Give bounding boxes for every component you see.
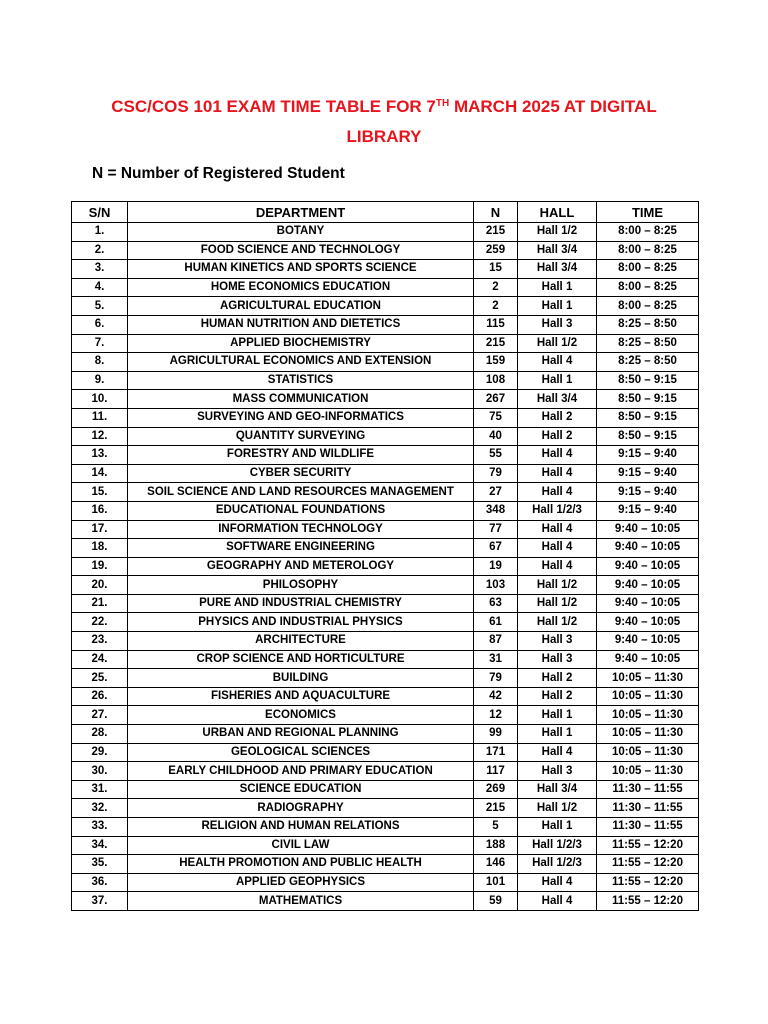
cell-hall: Hall 4 <box>518 353 597 372</box>
cell-sn: 14. <box>72 464 128 483</box>
cell-hall: Hall 3/4 <box>518 260 597 279</box>
cell-n: 215 <box>474 223 518 242</box>
cell-n: 117 <box>474 762 518 781</box>
cell-department: ARCHITECTURE <box>128 632 474 651</box>
cell-sn: 11. <box>72 408 128 427</box>
cell-time: 8:25 – 8:50 <box>597 334 699 353</box>
cell-time: 8:00 – 8:25 <box>597 241 699 260</box>
cell-sn: 25. <box>72 669 128 688</box>
table-row <box>72 669 699 688</box>
cell-time: 9:40 – 10:05 <box>597 520 699 539</box>
cell-sn: 29. <box>72 743 128 762</box>
cell-time: 9:40 – 10:05 <box>597 613 699 632</box>
cell-hall: Hall 1 <box>518 278 597 297</box>
header-time: TIME <box>597 202 699 223</box>
cell-time: 8:25 – 8:50 <box>597 315 699 334</box>
cell-hall: Hall 3/4 <box>518 780 597 799</box>
cell-department: SURVEYING AND GEO-INFORMATICS <box>128 408 474 427</box>
cell-time: 11:30 – 11:55 <box>597 818 699 837</box>
cell-sn: 2. <box>72 241 128 260</box>
cell-department: HUMAN NUTRITION AND DIETETICS <box>128 315 474 334</box>
cell-department: GEOLOGICAL SCIENCES <box>128 743 474 762</box>
cell-hall: Hall 1/2/3 <box>518 501 597 520</box>
cell-time: 11:30 – 11:55 <box>597 799 699 818</box>
cell-sn: 17. <box>72 520 128 539</box>
cell-sn: 26. <box>72 687 128 706</box>
cell-department: HUMAN KINETICS AND SPORTS SCIENCE <box>128 260 474 279</box>
cell-sn: 18. <box>72 539 128 558</box>
cell-time: 8:50 – 9:15 <box>597 408 699 427</box>
cell-sn: 28. <box>72 725 128 744</box>
cell-time: 10:05 – 11:30 <box>597 669 699 688</box>
cell-sn: 19. <box>72 557 128 576</box>
table-row <box>72 892 699 911</box>
table-row <box>72 223 699 242</box>
table-row <box>72 539 699 558</box>
cell-hall: Hall 1/2 <box>518 799 597 818</box>
header-n: N <box>474 202 518 223</box>
cell-department: AGRICULTURAL EDUCATION <box>128 297 474 316</box>
table-row <box>72 725 699 744</box>
cell-sn: 4. <box>72 278 128 297</box>
cell-department: AGRICULTURAL ECONOMICS AND EXTENSION <box>128 353 474 372</box>
cell-sn: 16. <box>72 501 128 520</box>
cell-department: PHILOSOPHY <box>128 576 474 595</box>
cell-department: PURE AND INDUSTRIAL CHEMISTRY <box>128 594 474 613</box>
cell-sn: 35. <box>72 855 128 874</box>
cell-time: 9:40 – 10:05 <box>597 539 699 558</box>
table-row <box>72 632 699 651</box>
cell-n: 75 <box>474 408 518 427</box>
cell-hall: Hall 3 <box>518 315 597 334</box>
cell-time: 10:05 – 11:30 <box>597 725 699 744</box>
cell-time: 9:40 – 10:05 <box>597 650 699 669</box>
cell-sn: 32. <box>72 799 128 818</box>
cell-department: GEOGRAPHY AND METEROLOGY <box>128 557 474 576</box>
cell-sn: 34. <box>72 836 128 855</box>
cell-hall: Hall 1/2/3 <box>518 855 597 874</box>
cell-hall: Hall 2 <box>518 669 597 688</box>
cell-n: 215 <box>474 334 518 353</box>
cell-sn: 20. <box>72 576 128 595</box>
cell-n: 40 <box>474 427 518 446</box>
table-row <box>72 315 699 334</box>
cell-hall: Hall 3 <box>518 650 597 669</box>
cell-n: 267 <box>474 390 518 409</box>
cell-hall: Hall 1 <box>518 297 597 316</box>
cell-n: 103 <box>474 576 518 595</box>
cell-department: FORESTRY AND WILDLIFE <box>128 446 474 465</box>
cell-n: 215 <box>474 799 518 818</box>
cell-department: MASS COMMUNICATION <box>128 390 474 409</box>
cell-hall: Hall 4 <box>518 557 597 576</box>
cell-n: 2 <box>474 278 518 297</box>
cell-department: HEALTH PROMOTION AND PUBLIC HEALTH <box>128 855 474 874</box>
table-row <box>72 371 699 390</box>
cell-n: 15 <box>474 260 518 279</box>
cell-time: 10:05 – 11:30 <box>597 706 699 725</box>
cell-department: CROP SCIENCE AND HORTICULTURE <box>128 650 474 669</box>
cell-hall: Hall 4 <box>518 743 597 762</box>
cell-department: ECONOMICS <box>128 706 474 725</box>
cell-n: 5 <box>474 818 518 837</box>
cell-hall: Hall 4 <box>518 483 597 502</box>
header-hall: HALL <box>518 202 597 223</box>
cell-time: 8:50 – 9:15 <box>597 390 699 409</box>
table-row <box>72 520 699 539</box>
cell-time: 9:40 – 10:05 <box>597 632 699 651</box>
cell-department: CYBER SECURITY <box>128 464 474 483</box>
cell-hall: Hall 1 <box>518 725 597 744</box>
cell-n: 77 <box>474 520 518 539</box>
cell-hall: Hall 1 <box>518 706 597 725</box>
cell-time: 11:55 – 12:20 <box>597 836 699 855</box>
table-row <box>72 706 699 725</box>
cell-department: MATHEMATICS <box>128 892 474 911</box>
cell-sn: 3. <box>72 260 128 279</box>
cell-department: FOOD SCIENCE AND TECHNOLOGY <box>128 241 474 260</box>
cell-time: 11:30 – 11:55 <box>597 780 699 799</box>
cell-n: 12 <box>474 706 518 725</box>
table-row <box>72 762 699 781</box>
cell-department: QUANTITY SURVEYING <box>128 427 474 446</box>
cell-time: 11:55 – 12:20 <box>597 873 699 892</box>
cell-time: 9:15 – 9:40 <box>597 446 699 465</box>
cell-n: 42 <box>474 687 518 706</box>
cell-sn: 13. <box>72 446 128 465</box>
cell-n: 259 <box>474 241 518 260</box>
cell-hall: Hall 4 <box>518 873 597 892</box>
cell-n: 159 <box>474 353 518 372</box>
cell-n: 79 <box>474 464 518 483</box>
cell-sn: 9. <box>72 371 128 390</box>
cell-department: BOTANY <box>128 223 474 242</box>
table-row <box>72 427 699 446</box>
table-row <box>72 613 699 632</box>
table-row <box>72 353 699 372</box>
cell-hall: Hall 4 <box>518 539 597 558</box>
cell-n: 31 <box>474 650 518 669</box>
cell-hall: Hall 1/2 <box>518 576 597 595</box>
cell-department: RADIOGRAPHY <box>128 799 474 818</box>
cell-n: 2 <box>474 297 518 316</box>
table-row <box>72 408 699 427</box>
cell-n: 99 <box>474 725 518 744</box>
cell-n: 67 <box>474 539 518 558</box>
cell-hall: Hall 2 <box>518 408 597 427</box>
cell-department: INFORMATION TECHNOLOGY <box>128 520 474 539</box>
cell-sn: 24. <box>72 650 128 669</box>
cell-n: 79 <box>474 669 518 688</box>
title-text-part1: CSC/COS 101 EXAM TIME TABLE FOR 7 <box>111 97 436 116</box>
table-row <box>72 446 699 465</box>
cell-department: URBAN AND REGIONAL PLANNING <box>128 725 474 744</box>
cell-sn: 8. <box>72 353 128 372</box>
cell-sn: 15. <box>72 483 128 502</box>
cell-time: 10:05 – 11:30 <box>597 687 699 706</box>
table-row <box>72 836 699 855</box>
cell-hall: Hall 3 <box>518 632 597 651</box>
cell-time: 8:25 – 8:50 <box>597 353 699 372</box>
cell-sn: 12. <box>72 427 128 446</box>
cell-sn: 36. <box>72 873 128 892</box>
cell-time: 8:50 – 9:15 <box>597 371 699 390</box>
exam-timetable <box>71 201 699 911</box>
cell-sn: 22. <box>72 613 128 632</box>
cell-n: 101 <box>474 873 518 892</box>
cell-time: 9:40 – 10:05 <box>597 557 699 576</box>
cell-n: 59 <box>474 892 518 911</box>
table-row <box>72 334 699 353</box>
cell-time: 8:00 – 8:25 <box>597 260 699 279</box>
cell-department: APPLIED GEOPHYSICS <box>128 873 474 892</box>
cell-department: STATISTICS <box>128 371 474 390</box>
cell-n: 19 <box>474 557 518 576</box>
table-row <box>72 278 699 297</box>
cell-department: SOIL SCIENCE AND LAND RESOURCES MANAGEMENT <box>128 483 474 502</box>
cell-time: 8:00 – 8:25 <box>597 278 699 297</box>
cell-n: 61 <box>474 613 518 632</box>
table-header-row <box>72 202 699 223</box>
table-row <box>72 576 699 595</box>
cell-sn: 23. <box>72 632 128 651</box>
cell-n: 115 <box>474 315 518 334</box>
cell-time: 8:50 – 9:15 <box>597 427 699 446</box>
table-row <box>72 650 699 669</box>
cell-time: 8:00 – 8:25 <box>597 297 699 316</box>
cell-hall: Hall 1/2/3 <box>518 836 597 855</box>
cell-n: 27 <box>474 483 518 502</box>
table-row <box>72 743 699 762</box>
table-row <box>72 818 699 837</box>
cell-hall: Hall 2 <box>518 687 597 706</box>
title-line-1 <box>90 92 678 122</box>
cell-time: 9:15 – 9:40 <box>597 464 699 483</box>
cell-time: 11:55 – 12:20 <box>597 892 699 911</box>
cell-department: APPLIED BIOCHEMISTRY <box>128 334 474 353</box>
cell-sn: 21. <box>72 594 128 613</box>
cell-department: EDUCATIONAL FOUNDATIONS <box>128 501 474 520</box>
cell-department: SOFTWARE ENGINEERING <box>128 539 474 558</box>
cell-department: SCIENCE EDUCATION <box>128 780 474 799</box>
cell-sn: 6. <box>72 315 128 334</box>
table-row <box>72 594 699 613</box>
cell-time: 8:00 – 8:25 <box>597 223 699 242</box>
cell-time: 9:15 – 9:40 <box>597 501 699 520</box>
cell-sn: 27. <box>72 706 128 725</box>
cell-hall: Hall 4 <box>518 446 597 465</box>
cell-time: 10:05 – 11:30 <box>597 743 699 762</box>
table-row <box>72 873 699 892</box>
cell-hall: Hall 4 <box>518 892 597 911</box>
cell-department: BUILDING <box>128 669 474 688</box>
table-row <box>72 297 699 316</box>
cell-sn: 31. <box>72 780 128 799</box>
cell-sn: 5. <box>72 297 128 316</box>
table-row <box>72 390 699 409</box>
table-row <box>72 501 699 520</box>
cell-n: 269 <box>474 780 518 799</box>
cell-department: PHYSICS AND INDUSTRIAL PHYSICS <box>128 613 474 632</box>
legend-note: N = Number of Registered Student <box>92 165 345 182</box>
cell-sn: 37. <box>72 892 128 911</box>
cell-hall: Hall 1/2 <box>518 223 597 242</box>
cell-department: FISHERIES AND AQUACULTURE <box>128 687 474 706</box>
cell-sn: 7. <box>72 334 128 353</box>
cell-hall: Hall 3/4 <box>518 241 597 260</box>
cell-sn: 10. <box>72 390 128 409</box>
title-line-2: LIBRARY <box>346 127 422 146</box>
cell-n: 108 <box>474 371 518 390</box>
table-row <box>72 780 699 799</box>
cell-n: 348 <box>474 501 518 520</box>
cell-hall: Hall 2 <box>518 427 597 446</box>
cell-hall: Hall 1/2 <box>518 334 597 353</box>
table-row <box>72 260 699 279</box>
cell-hall: Hall 4 <box>518 520 597 539</box>
table-row <box>72 855 699 874</box>
cell-time: 10:05 – 11:30 <box>597 762 699 781</box>
cell-n: 146 <box>474 855 518 874</box>
cell-time: 9:40 – 10:05 <box>597 576 699 595</box>
cell-n: 63 <box>474 594 518 613</box>
table-row <box>72 687 699 706</box>
cell-n: 171 <box>474 743 518 762</box>
cell-department: EARLY CHILDHOOD AND PRIMARY EDUCATION <box>128 762 474 781</box>
cell-time: 11:55 – 12:20 <box>597 855 699 874</box>
cell-n: 55 <box>474 446 518 465</box>
document-title <box>90 92 678 152</box>
cell-hall: Hall 3 <box>518 762 597 781</box>
title-text-part2: MARCH 2025 AT DIGITAL <box>449 97 657 116</box>
table-row <box>72 799 699 818</box>
table-row <box>72 241 699 260</box>
header-sn: S/N <box>72 202 128 223</box>
cell-hall: Hall 1 <box>518 818 597 837</box>
cell-time: 9:15 – 9:40 <box>597 483 699 502</box>
cell-hall: Hall 1 <box>518 371 597 390</box>
cell-department: RELIGION AND HUMAN RELATIONS <box>128 818 474 837</box>
cell-sn: 30. <box>72 762 128 781</box>
cell-hall: Hall 1/2 <box>518 594 597 613</box>
table-row <box>72 557 699 576</box>
table-row <box>72 483 699 502</box>
cell-n: 188 <box>474 836 518 855</box>
cell-hall: Hall 4 <box>518 464 597 483</box>
cell-n: 87 <box>474 632 518 651</box>
cell-time: 9:40 – 10:05 <box>597 594 699 613</box>
title-superscript: TH <box>435 98 450 109</box>
cell-hall: Hall 3/4 <box>518 390 597 409</box>
cell-hall: Hall 1/2 <box>518 613 597 632</box>
cell-sn: 33. <box>72 818 128 837</box>
table-row <box>72 464 699 483</box>
cell-department: CIVIL LAW <box>128 836 474 855</box>
header-department: DEPARTMENT <box>128 202 474 223</box>
cell-sn: 1. <box>72 223 128 242</box>
cell-department: HOME ECONOMICS EDUCATION <box>128 278 474 297</box>
